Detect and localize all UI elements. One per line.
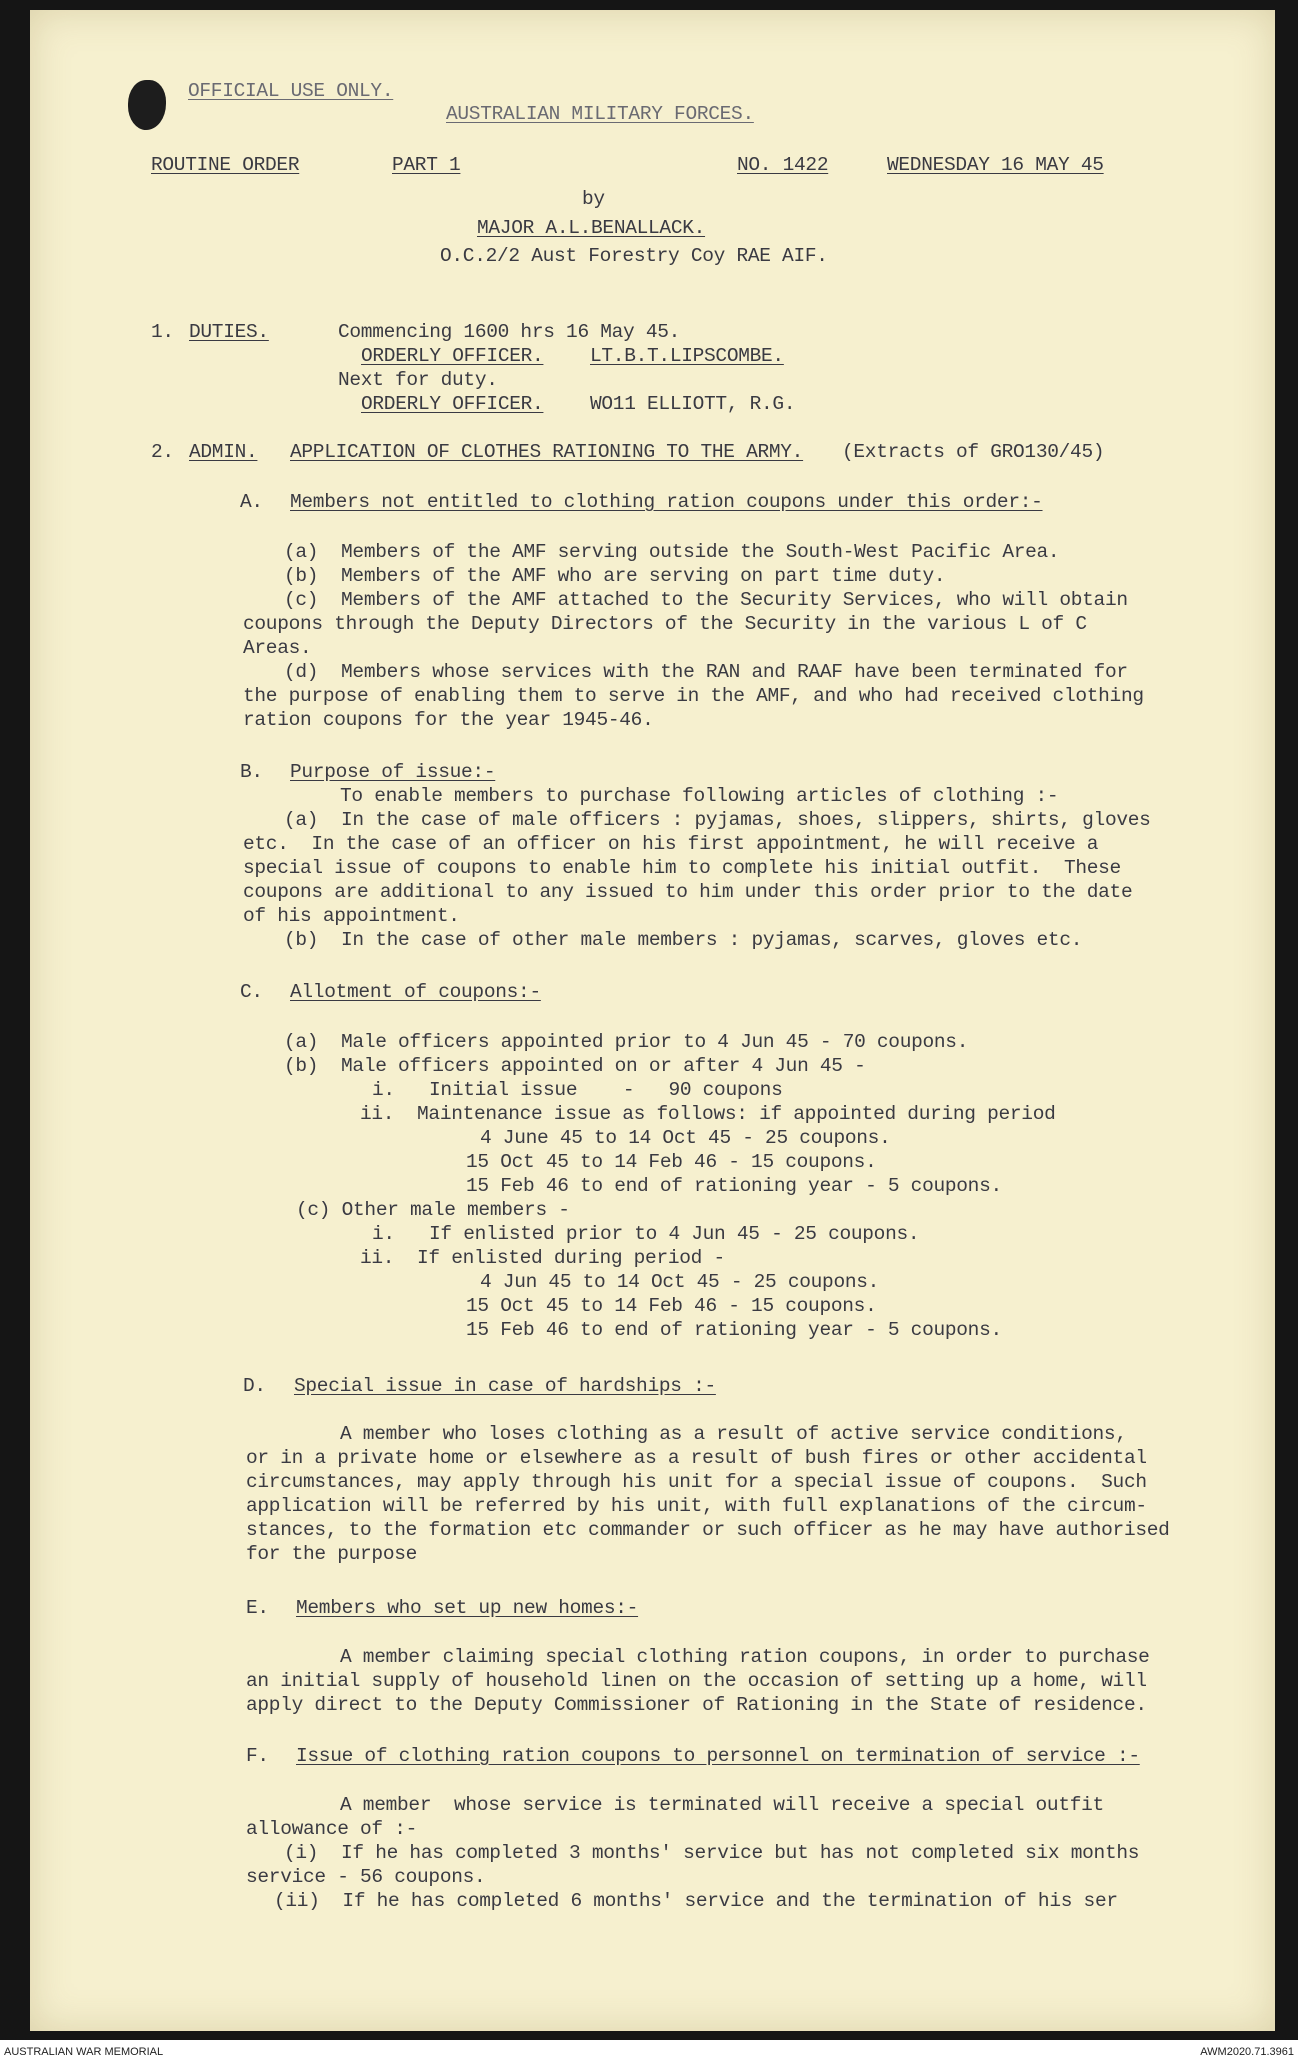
section-e-line: an initial supply of household linen on the occasion of setting up a home, will <box>246 1670 1147 1692</box>
section-c-line: 15 Feb 46 to end of rationing year - 5 coupons. <box>466 1175 1002 1197</box>
section-e-line: apply direct to the Deputy Commissioner of Rationing in the State of residence. <box>246 1694 1147 1716</box>
section-b-line: etc. In the case of an officer on his first appointment, he will receive a <box>243 833 1099 855</box>
order-part: PART 1 <box>392 154 461 176</box>
duties-title: DUTIES. <box>189 321 269 343</box>
section-f-line: (i) If he has completed 3 months' service but has not completed six months <box>284 1842 1140 1864</box>
section-f-label: F. <box>246 1745 269 1767</box>
duties-number: 1. <box>151 321 174 343</box>
footer-item-id: AWM2020.71.3961 <box>1200 2046 1294 2058</box>
section-a-line: the purpose of enabling them to serve in the AMF, and who had received clothing <box>243 685 1144 707</box>
by-text: by <box>582 188 605 210</box>
section-c-label: C. <box>240 981 263 1003</box>
admin-heading: APPLICATION OF CLOTHES RATIONING TO THE ARMY. <box>290 441 804 463</box>
section-d-line: application will be referred by his unit, with full explanations of the circum- <box>246 1495 1147 1517</box>
section-a-line: (b) Members of the AMF who are serving on part time duty. <box>284 565 946 587</box>
section-d-label: D. <box>243 1375 266 1397</box>
duties-commencing: Commencing 1600 hrs 16 May 45. <box>338 321 681 343</box>
section-a-line: ration coupons for the year 1945-46. <box>243 709 654 731</box>
section-c-line: 15 Oct 45 to 14 Feb 46 - 15 coupons. <box>466 1295 877 1317</box>
orderly-officer-label: ORDERLY OFFICER. <box>361 345 544 367</box>
classification: OFFICIAL USE ONLY. <box>188 80 394 102</box>
section-a-line: (c) Members of the AMF attached to the Security Services, who will obtain <box>284 589 1128 611</box>
officer-name: MAJOR A.L.BENALLACK. <box>477 217 706 239</box>
section-d-title: Special issue in case of hardships :- <box>294 1375 716 1397</box>
section-e-line: A member claiming special clothing ration coupons, in order to purchase <box>340 1646 1150 1668</box>
section-f-line: allowance of :- <box>246 1818 418 1840</box>
orderly-officer-name: LT.B.T.LIPSCOMBE. <box>590 345 784 367</box>
section-f-line: service - 56 coupons. <box>246 1866 486 1888</box>
section-c-title: Allotment of coupons:- <box>290 981 541 1003</box>
section-c-line: 15 Feb 46 to end of rationing year - 5 coupons. <box>466 1319 1002 1341</box>
section-c-line: 4 June 45 to 14 Oct 45 - 25 coupons. <box>480 1127 891 1149</box>
org-title: AUSTRALIAN MILITARY FORCES. <box>446 103 754 125</box>
section-d-line: or in a private home or elsewhere as a result of bush fires or other accidental <box>246 1447 1147 1469</box>
section-c-line: 15 Oct 45 to 14 Feb 46 - 15 coupons. <box>466 1151 877 1173</box>
section-d-line: A member who loses clothing as a result of active service conditions, <box>340 1423 1127 1445</box>
section-c-line: (a) Male officers appointed prior to 4 Jun 45 - 70 coupons. <box>284 1031 969 1053</box>
document-page <box>30 10 1275 2031</box>
orderly-officer-name-next: WO11 ELLIOTT, R.G. <box>590 393 796 415</box>
section-c-line: 4 Jun 45 to 14 Oct 45 - 25 coupons. <box>480 1271 880 1293</box>
admin-heading-suffix: (Extracts of GRO130/45) <box>842 441 1105 463</box>
section-c-line: ii. If enlisted during period - <box>360 1247 725 1269</box>
section-b-line: (b) In the case of other male members : pyjamas, scarves, gloves etc. <box>284 929 1083 951</box>
admin-number: 2. <box>151 441 174 463</box>
section-c-line: ii. Maintenance issue as follows: if appointed during period <box>360 1103 1056 1125</box>
order-type: ROUTINE ORDER <box>151 154 300 176</box>
section-e-title: Members who set up new homes:- <box>296 1597 639 1619</box>
section-d-line: circumstances, may apply through his unit for a special issue of coupons. Such <box>246 1471 1147 1493</box>
section-c-line: (c) Other male members - <box>296 1199 570 1221</box>
section-a-line: coupons through the Deputy Directors of the Security in the various L of C <box>243 613 1087 635</box>
order-number: NO. 1422 <box>737 154 829 176</box>
section-c-line: i. If enlisted prior to 4 Jun 45 - 25 coupons. <box>372 1223 920 1245</box>
section-b-line: (a) In the case of male officers : pyjamas, shoes, slippers, shirts, gloves <box>284 809 1151 831</box>
section-c-line: i. Initial issue - 90 coupons <box>372 1079 783 1101</box>
section-b-line: To enable members to purchase following articles of clothing :- <box>340 785 1059 807</box>
footer-archive-name: AUSTRALIAN WAR MEMORIAL <box>4 2046 164 2058</box>
orderly-officer-label-next: ORDERLY OFFICER. <box>361 393 544 415</box>
section-f-line: (ii) If he has completed 6 months' service and the termination of his ser <box>274 1890 1118 1912</box>
section-b-title: Purpose of issue:- <box>290 761 496 783</box>
admin-title: ADMIN. <box>189 441 258 463</box>
section-f-line: A member whose service is terminated will receive a special outfit <box>340 1794 1104 1816</box>
next-for-duty: Next for duty. <box>338 369 498 391</box>
unit-name: O.C.2/2 Aust Forestry Coy RAE AIF. <box>440 245 828 267</box>
section-a-line: Areas. <box>243 637 312 659</box>
section-a-line: (d) Members whose services with the RAN and RAAF have been terminated for <box>284 661 1128 683</box>
section-e-label: E. <box>246 1597 269 1619</box>
section-b-line: coupons are additional to any issued to him under this order prior to the date <box>243 881 1133 903</box>
section-c-line: (b) Male officers appointed on or after 4 Jun 45 - <box>284 1055 866 1077</box>
section-d-line: stances, to the formation etc commander or such officer as he may have authorised <box>246 1519 1170 1541</box>
section-a-label: A. <box>240 491 263 513</box>
section-a-title: Members not entitled to clothing ration coupons under this order:- <box>290 491 1043 513</box>
section-f-title: Issue of clothing ration coupons to personnel on termination of service :- <box>296 1745 1140 1767</box>
section-d-line: for the purpose <box>246 1543 418 1565</box>
order-date: WEDNESDAY 16 MAY 45 <box>887 154 1104 176</box>
section-b-label: B. <box>240 761 263 783</box>
section-b-line: of his appointment. <box>243 905 460 927</box>
section-a-line: (a) Members of the AMF serving outside the South-West Pacific Area. <box>284 541 1060 563</box>
section-b-line: special issue of coupons to enable him to complete his initial outfit. These <box>243 857 1121 879</box>
